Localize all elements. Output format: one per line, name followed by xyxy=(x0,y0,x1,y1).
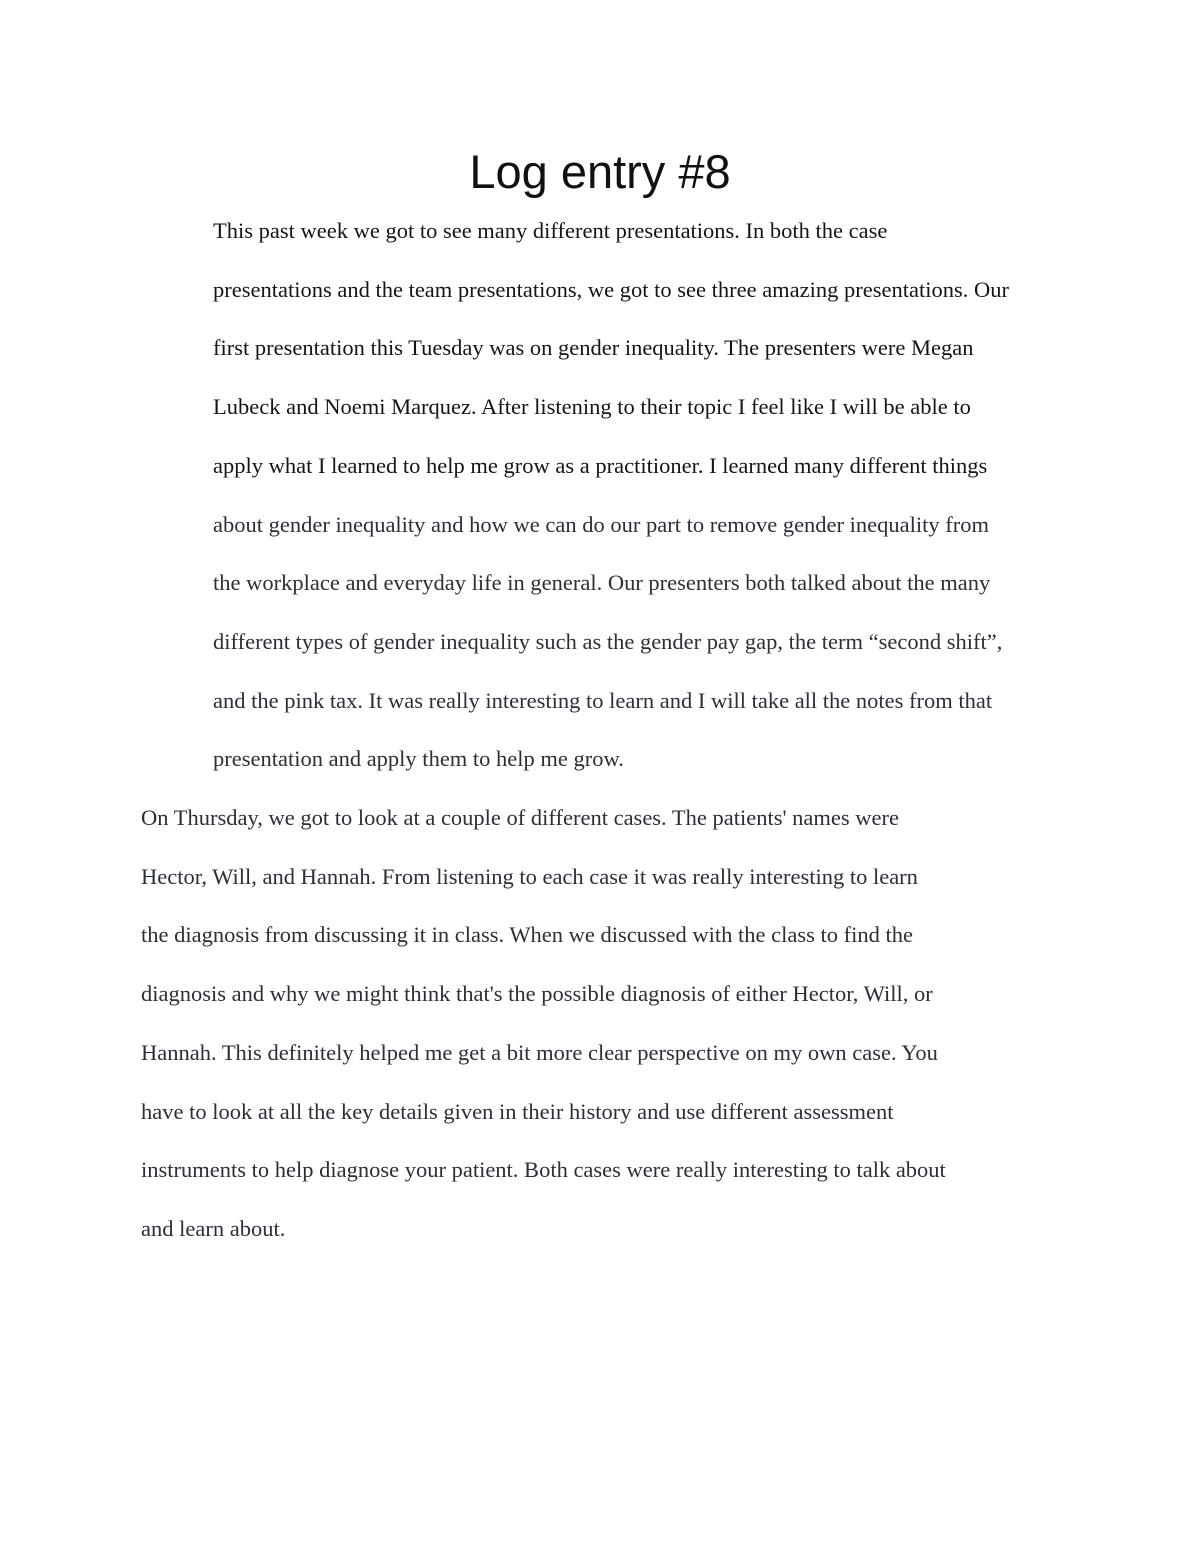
paragraph-cases xyxy=(141,789,1059,1259)
text-line: Hannah. This definitely helped me get a bit more clear perspective on my own case. You xyxy=(141,1039,938,1065)
text-line: the diagnosis from discussing it in class. When we discussed with the class to find the xyxy=(141,922,913,948)
text-line: have to look at all the key details given in their history and use different assessment xyxy=(141,1098,894,1124)
text-line: This past week we got to see many different presentations. In both the case xyxy=(213,218,888,243)
text-line: different types of gender inequality such as the gender pay gap, the term “second shift”, xyxy=(213,628,1003,654)
text-line: apply what I learned to help me grow as a practitioner. I learned many different things xyxy=(213,452,988,478)
document-body xyxy=(141,202,1059,1259)
text-line: diagnosis and why we might think that's the possible diagnosis of either Hector, Will, or xyxy=(141,981,933,1007)
text-line: On Thursday, we got to look at a couple of different cases. The patients' names were xyxy=(141,805,899,831)
page-title: Log entry #8 xyxy=(469,145,731,198)
text-line: the workplace and everyday life in general. Our presenters both talked about the many xyxy=(213,570,991,596)
paragraph-presentations xyxy=(141,202,1059,789)
text-line: Lubeck and Noemi Marquez. After listening to their topic I feel like I will be able to xyxy=(213,394,971,420)
text-line: and learn about. xyxy=(141,1215,286,1241)
text-line: Hector, Will, and Hannah. From listening to each case it was really interesting to learn xyxy=(141,863,918,889)
text-line: first presentation this Tuesday was on gender inequality. The presenters were Megan xyxy=(213,335,974,361)
text-line: about gender inequality and how we can do our part to remove gender inequality from xyxy=(213,511,989,537)
text-line: presentation and apply them to help me grow. xyxy=(213,746,624,772)
text-line: presentations and the team presentations, we got to see three amazing presentations. Our xyxy=(213,276,1009,302)
text-line: and the pink tax. It was really interesting to learn and I will take all the notes from that xyxy=(213,687,993,713)
text-line: instruments to help diagnose your patient. Both cases were really interesting to talk about xyxy=(141,1157,946,1183)
